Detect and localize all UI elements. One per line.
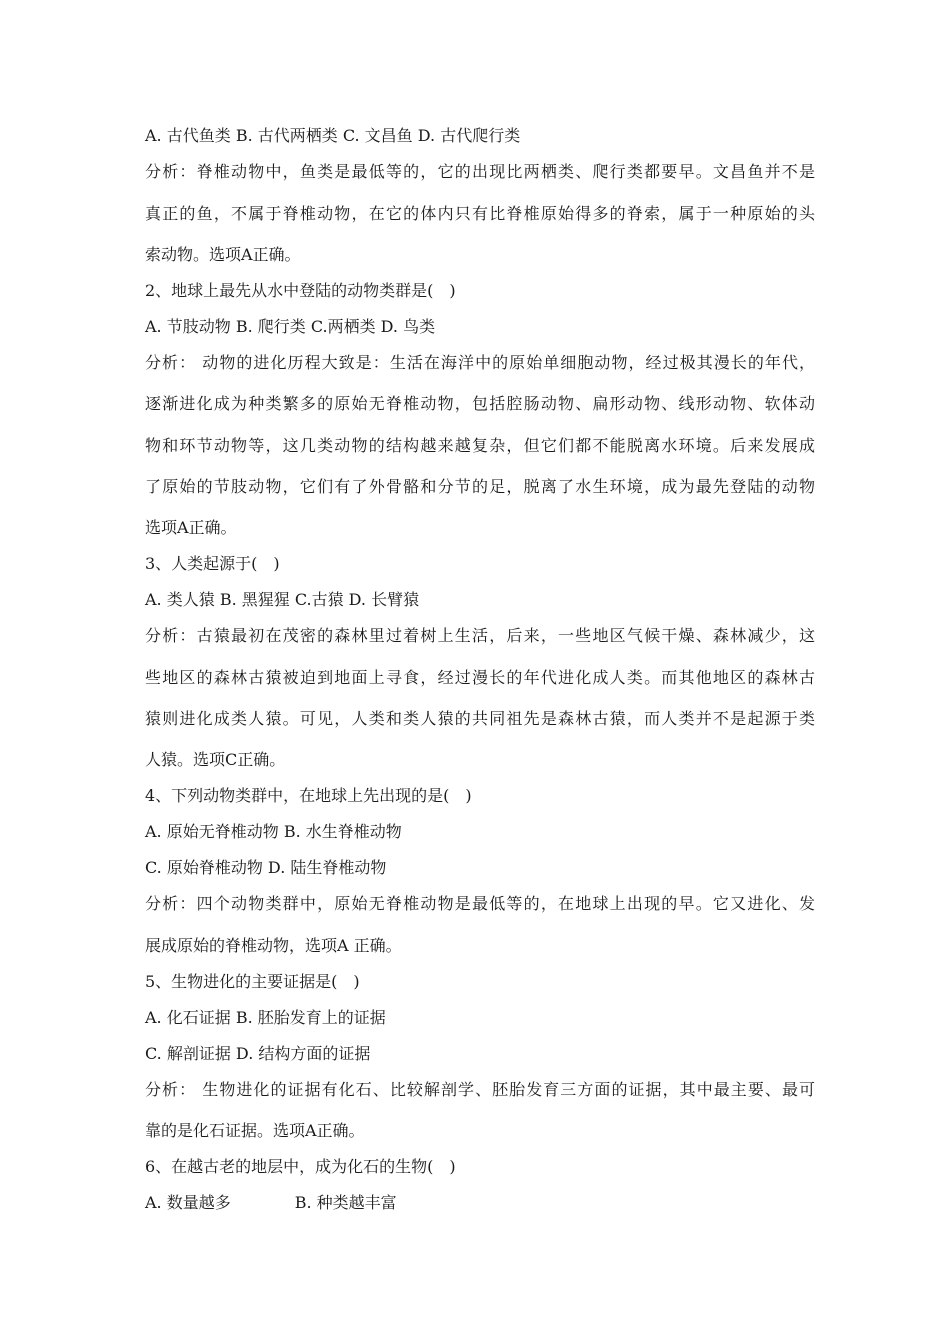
analysis-line-q3-4: 人猿。选项C正确。 <box>145 750 286 769</box>
question-2: 2、地球上最先从水中登陆的动物类群是( ) <box>145 281 456 300</box>
question-3: 3、人类起源于( ) <box>145 554 280 573</box>
options-q3: A. 类人猿 B. 黑猩猩 C.古猿 D. 长臂猿 <box>145 590 420 609</box>
question-6: 6、在越古老的地层中，成为化石的生物( ) <box>145 1157 456 1176</box>
analysis-line-q2-5: 选项A正确。 <box>145 518 237 537</box>
analysis-line-q3-1: 分析：古猿最初在茂密的森林里过着树上生活，后来，一些地区气候干燥、森林减少，这 <box>145 626 815 645</box>
options-q4-2: C. 原始脊椎动物 D. 陆生脊椎动物 <box>145 858 387 877</box>
analysis-line-q1-1: 分析：脊椎动物中，鱼类是最低等的，它的出现比两栖类、爬行类都要早。文昌鱼并不是 <box>145 162 815 181</box>
analysis-line-q4-2: 展成原始的脊椎动物，选项A 正确。 <box>145 936 402 955</box>
analysis-line-q5-2: 靠的是化石证据。选项A正确。 <box>145 1121 365 1140</box>
options-q5-2: C. 解剖证据 D. 结构方面的证据 <box>145 1044 371 1063</box>
analysis-line-q4-1: 分析：四个动物类群中，原始无脊椎动物是最低等的，在地球上出现的早。它又进化、发 <box>145 894 815 913</box>
analysis-line-q2-2: 逐渐进化成为种类繁多的原始无脊椎动物，包括腔肠动物、扁形动物、线形动物、软体动 <box>145 394 815 413</box>
analysis-line-q5-1: 分析： 生物进化的证据有化石、比较解剖学、胚胎发育三方面的证据，其中最主要、最可 <box>145 1080 815 1099</box>
analysis-line-q2-1: 分析： 动物的进化历程大致是：生活在海洋中的原始单细胞动物，经过极其漫长的年代， <box>145 353 815 372</box>
options-q6-1: A. 数量越多 B. 种类越丰富 <box>145 1193 397 1212</box>
analysis-line-q3-3: 猿则进化成类人猿。可见，人类和类人猿的共同祖先是森林古猿，而人类并不是起源于类 <box>145 709 815 728</box>
analysis-line-q1-3: 索动物。选项A正确。 <box>145 245 301 264</box>
question-5: 5、生物进化的主要证据是( ) <box>145 972 360 991</box>
options-q2: A. 节肢动物 B. 爬行类 C.两栖类 D. 鸟类 <box>145 317 436 336</box>
analysis-line-q2-3: 物和环节动物等，这几类动物的结构越来越复杂，但它们都不能脱离水环境。后来发展成 <box>145 436 815 455</box>
options-q5-1: A. 化石证据 B. 胚胎发育上的证据 <box>145 1008 386 1027</box>
analysis-line-q3-2: 些地区的森林古猿被迫到地面上寻食，经过漫长的年代进化成人类。而其他地区的森林古 <box>145 668 815 687</box>
analysis-line-q1-2: 真正的鱼，不属于脊椎动物，在它的体内只有比脊椎原始得多的脊索，属于一种原始的头 <box>145 204 815 223</box>
options-q4-1: A. 原始无脊椎动物 B. 水生脊椎动物 <box>145 822 402 841</box>
analysis-line-q2-4: 了原始的节肢动物，它们有了外骨骼和分节的足，脱离了水生环境，成为最先登陆的动物 <box>145 477 815 496</box>
option-line-q1: A. 古代鱼类 B. 古代两栖类 C. 文昌鱼 D. 古代爬行类 <box>145 126 521 145</box>
question-4: 4、下列动物类群中，在地球上先出现的是( ) <box>145 786 472 805</box>
